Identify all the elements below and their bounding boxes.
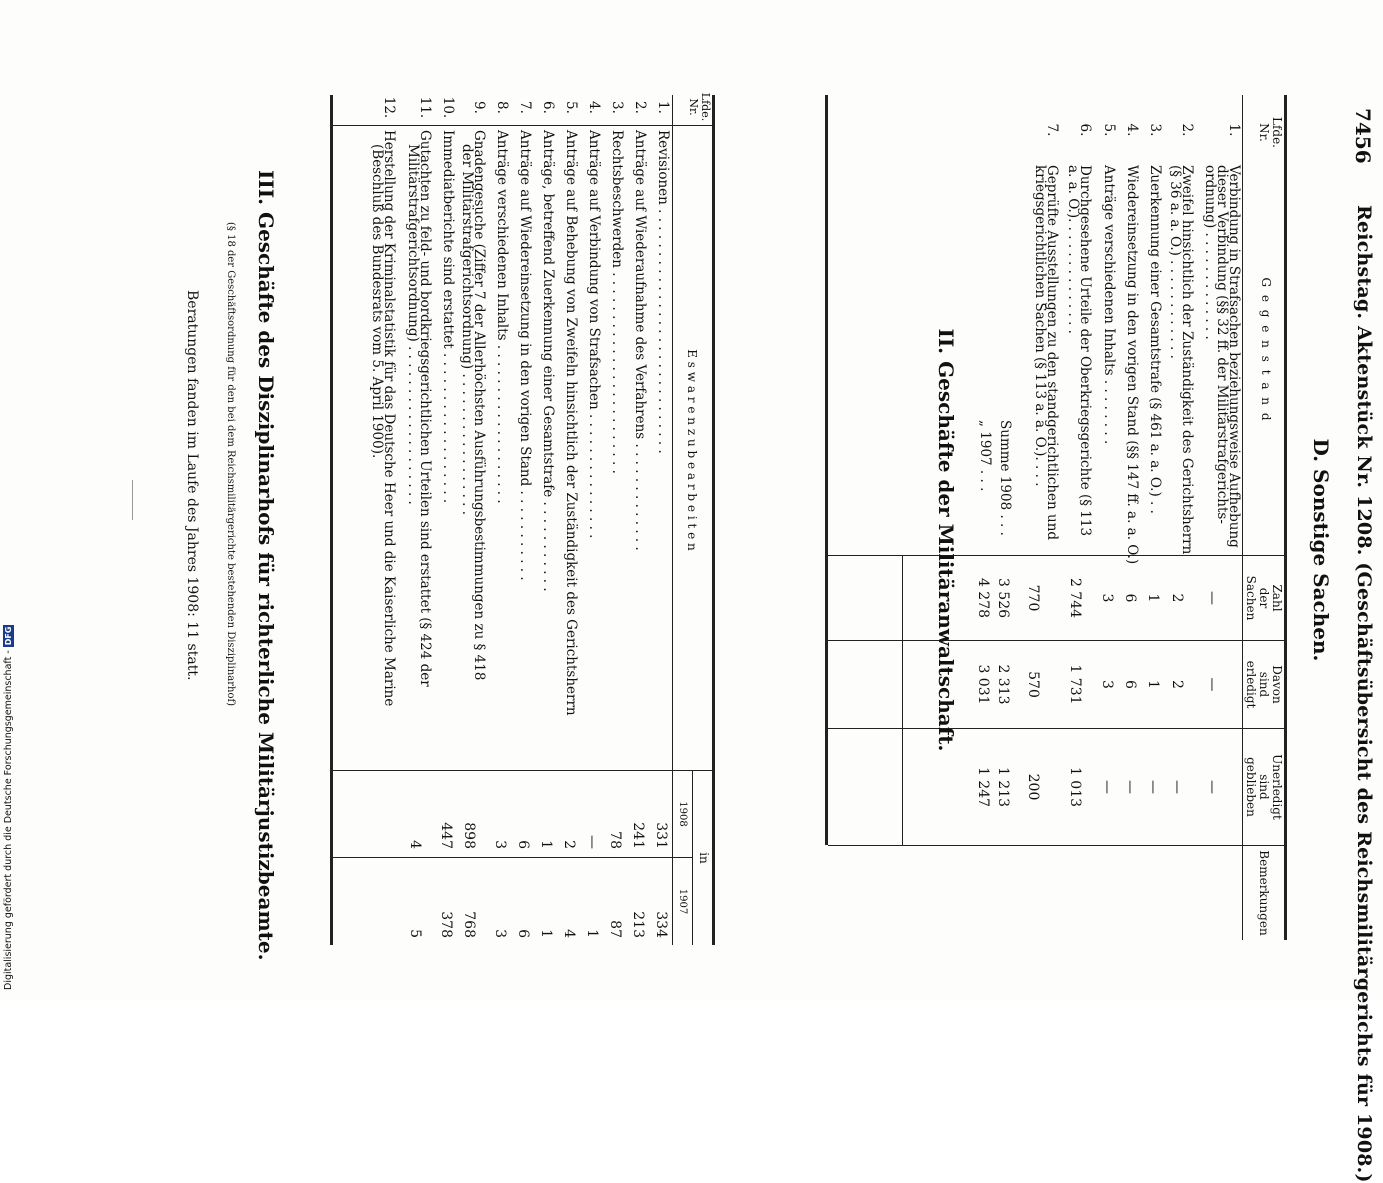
table-ii-row-text: Revisionen . . . . . . . . . . . . . . . . . . . . . . . . . . . . .	[655, 130, 671, 454]
table-ii-cell-1908: 1	[538, 840, 554, 849]
table-d-cell-total: —	[1204, 591, 1220, 605]
table-d-cell-done: 570	[1025, 671, 1041, 698]
table-d-row-text: Wiedereinsetzung in den vorigen Stand (§§ 147 ff. a. a. O.)	[1124, 165, 1140, 565]
table-ii-cell-1907: 334	[653, 911, 669, 938]
table-d-sum-done: 2 313	[995, 664, 1011, 705]
table-d-cell-done: 6	[1122, 680, 1138, 689]
table-d-sum-label: Summe 1908 . . .	[997, 420, 1013, 536]
table-d-cell-open: 1 013	[1067, 766, 1083, 808]
table-d-header-done: Davon sind erledigt	[1244, 660, 1284, 709]
table-d-sum-open: 1 247	[975, 766, 991, 808]
page-number: 7456	[1351, 108, 1375, 164]
table-ii-cell-1907: 6	[515, 929, 531, 938]
section-iii-subheading: (§ 18 der Geschäftsordnung für den bei dem Reichsmilitärgerichte bestehenden Disziplinarhof)	[225, 222, 236, 707]
table-ii-row-text: Anträge auf Behebung von Zweifeln hinsichtlich der Zuständigkeit des Gerichtsherrn	[563, 130, 579, 716]
table-ii-cell-1907: 87	[607, 920, 623, 938]
section-iii-text: Beratungen fanden im Laufe des Jahres 1908: 11 statt.	[184, 290, 200, 681]
sidebar-attribution	[0, 600, 18, 1000]
table-d-row-nr: 5.	[1101, 123, 1117, 137]
table-ii-row-text: Gutachten zu feld- und bordkriegsgerichtlichen Urteilen sind erstattet (§ 424 der Militärstrafgerichtsordnung) . . . . . . . . . . . . . . . . . . .	[405, 130, 433, 687]
table-ii-row-nr: 11.	[417, 96, 433, 119]
table-d-row-text: Anträge verschiedenen Inhalts . . . . . . . .	[1101, 165, 1117, 445]
table-d-cell-total: 3	[1099, 593, 1115, 603]
table-ii-cell-1908: 898	[461, 822, 477, 849]
table-d-header-nr: Lfde. Nr.	[1257, 116, 1284, 148]
table-d-header-remarks: Bemerkungen	[1257, 850, 1271, 936]
table-d-cell-done: 1	[1145, 680, 1161, 689]
table-ii-cell-1908: 447	[438, 822, 454, 849]
dfg-logo: DFG	[4, 626, 13, 646]
table-ii-header-in: in	[697, 852, 711, 864]
table-ii-row-nr: 4.	[586, 101, 602, 114]
table-ii-cell-1908: —	[584, 835, 600, 849]
table-d-row-text: Durchgesehene Urteile der Oberkriegsgerichte (§ 113 a. a. O.). . . . . . . . . . . . . .	[1065, 165, 1093, 537]
table-d-cell-total: 6	[1122, 593, 1138, 603]
table-d-cell-total: 1	[1145, 593, 1161, 603]
table-ii-cell-1907: 768	[461, 911, 477, 938]
table-ii-row-nr: 10.	[440, 96, 456, 119]
table-d-top-rule	[1284, 95, 1287, 940]
table-d-row-nr: 7.	[1044, 123, 1060, 137]
table-d-cell-done: 3	[1099, 680, 1115, 689]
table-d-header-rule	[1242, 95, 1243, 940]
table-d-row-text: Geprüfte Ausstellungen zu den standgerichtlichen und kriegsgerichtlichen Sachen (§ 113 a. a. O.). . . .	[1032, 165, 1060, 541]
section-iii-heading: III. Geschäfte des Disziplinarhofs für richterliche Militärjustizbeamte.	[254, 170, 278, 961]
table-ii-row-nr: 6.	[540, 101, 556, 114]
table-d-cell-done: 1 731	[1067, 664, 1083, 705]
table-d-row-nr: 4.	[1124, 123, 1140, 137]
table-d-cell-open: —	[1145, 780, 1161, 794]
table-ii-row-nr: 8.	[494, 101, 510, 114]
table-ii-cell-1907: 1	[538, 929, 554, 938]
table-d-cell-total: 2	[1169, 593, 1185, 603]
table-ii-row-text: Herstellung der Kriminalstatistik für das Deutsche Heer und die Kaiserliche Marine (Beschluß des Bundesrats vom 5. April 1900).	[369, 130, 397, 707]
table-ii-header-1907: 1907	[677, 888, 688, 915]
table-d-row-text: Zweifel hinsichtlich der Zuständigkeit des Gerichtsherrn (§ 36 a. a. O.) . . . . . . . . . . . .	[1167, 165, 1195, 555]
table-d-row-nr: 1.	[1226, 123, 1242, 137]
table-ii-cell-1907: 378	[438, 911, 454, 938]
table-ii-cell-1907: 3	[492, 929, 508, 938]
table-d-cell-open: —	[1169, 780, 1185, 794]
table-d-cell-total: 2 744	[1067, 577, 1083, 619]
table-ii-row-text: Immediatberichte sind erstattet . . . . . . . . . . . . . . . . . .	[440, 130, 456, 504]
table-d-sum-total: 4 278	[975, 577, 991, 619]
table-d-sum-done: 3 031	[975, 664, 991, 705]
table-ii-row-nr: 1.	[655, 101, 671, 114]
table-ii-row-text: Anträge auf Verbindung von Strafsachen . . . . . . . . . . . . . . .	[586, 130, 602, 539]
table-d-header-subject: G e g e n s t a n d	[1259, 277, 1273, 423]
footer-rule	[132, 480, 133, 520]
table-d-row-text: Zuerkennung einer Gesamtstrafe (§ 461 a. a. O.) . .	[1147, 165, 1163, 514]
table-ii-header-1908: 1908	[677, 801, 688, 827]
table-ii-row-text: Anträge, betreffend Zuerkennung einer Gesamtstrafe . . . . . . . . . . .	[540, 130, 556, 592]
table-ii-header-subject: E s w a r e n z u b e a r b e i t e n	[685, 349, 699, 551]
table-ii-row-nr: 3.	[609, 101, 625, 114]
table-ii-cell-1908: 331	[653, 822, 669, 849]
table-ii-row-nr: 2.	[632, 101, 648, 114]
table-ii-cell-1908: 78	[607, 831, 623, 849]
sidebar-attribution-text	[0, 600, 18, 990]
table-ii-row-nr: 9.	[471, 101, 487, 114]
table-ii-header-rule	[672, 95, 673, 945]
table-ii-row-nr: 12.	[381, 96, 397, 119]
section-d-heading: D. Sonstige Sachen.	[1309, 438, 1333, 662]
table-d-cell-open: —	[1204, 780, 1220, 794]
table-ii-top-rule	[712, 95, 715, 945]
table-d-cell-open: —	[1122, 780, 1138, 794]
table-ii-row-text: Gnadengesuche (Ziffer 7 der Allerhöchsten Ausführungsbestimmungen zu § 418 der Militärstrafgerichtsordnung) . . . . . . . . . . . . . . . . .	[459, 130, 487, 681]
table-ii-cell-1907: 4	[561, 929, 577, 938]
table-ii-cell-1907: 1	[584, 929, 600, 938]
table-d-row-text: Verbindung in Strafsachen beziehungsweise Aufhebung dieser Verbindung (§§ 32 ff. der Militärstrafgerichts- ordnung) . . . . . . . . . . . . .	[1202, 165, 1242, 548]
table-ii-cell-1908: 2	[561, 840, 577, 849]
table-d-sum-rule	[902, 555, 903, 845]
table-d-sum-total: 3 526	[995, 577, 1011, 619]
table-d-header-total: Zahl der Sachen	[1244, 575, 1284, 621]
table-ii-cell-1907: 213	[630, 911, 646, 938]
table-ii-row-text: Anträge auf Wiederaufnahme des Verfahrens . . . . . . . . . . . . .	[632, 130, 648, 551]
table-ii-cell-1908: 6	[515, 840, 531, 849]
table-ii-cell-1907: 5	[407, 929, 423, 938]
table-ii-row-nr: 7.	[517, 101, 533, 114]
section-ii-heading: II. Geschäfte der Militäranwaltschaft.	[934, 328, 958, 752]
table-ii-row-text: Anträge auf Wiedereinsetzung in den vorigen Stand . . . . . . . . . . .	[517, 130, 533, 581]
table-ii-cell-1908: 3	[492, 840, 508, 849]
sidebar-text-label: Digitalisierung gefördert durch die Deutsche Forschungsgemeinschaft -	[3, 650, 14, 990]
table-d-cell-done: 2	[1169, 680, 1185, 689]
page-title: Reichstag. Aktenstück Nr. 1208. (Geschäftsübersicht des Reichsmilitärgerichts für 1908.)	[1353, 205, 1375, 1183]
table-d-row-nr: 6.	[1077, 123, 1093, 137]
table-ii-divider	[333, 125, 715, 126]
table-ii-bottom-rule	[330, 95, 333, 945]
table-d-cell-open: —	[1099, 780, 1115, 794]
table-d-cell-done: —	[1204, 677, 1220, 692]
table-ii-row-nr: 5.	[563, 101, 579, 114]
table-ii-row-text: Rechtsbeschwerden . . . . . . . . . . . . . . . . . . . . . . . .	[609, 130, 625, 474]
table-d-cell-open: 200	[1025, 773, 1041, 801]
table-d-sum-open: 1 213	[995, 766, 1011, 808]
table-ii-header-nr: Lfde. Nr.	[687, 92, 712, 122]
table-ii-cell-1908: 4	[407, 840, 423, 849]
table-d-cell-total: 770	[1025, 584, 1041, 612]
table-d-row-nr: 2.	[1179, 123, 1195, 137]
table-ii-cell-1908: 241	[630, 822, 646, 849]
table-d-header-open: Unerledigt sind geblieben	[1244, 754, 1284, 820]
table-d-sum-label: „ 1907 . . .	[977, 420, 993, 492]
table-d-row-nr: 3.	[1147, 123, 1163, 137]
table-ii-row-text: Anträge verschiedenen Inhalts . . . . . . . . . . . . . . . . . . .	[494, 130, 510, 504]
table-d-bottom-rule	[825, 95, 828, 845]
table-d-divider	[828, 845, 1287, 846]
